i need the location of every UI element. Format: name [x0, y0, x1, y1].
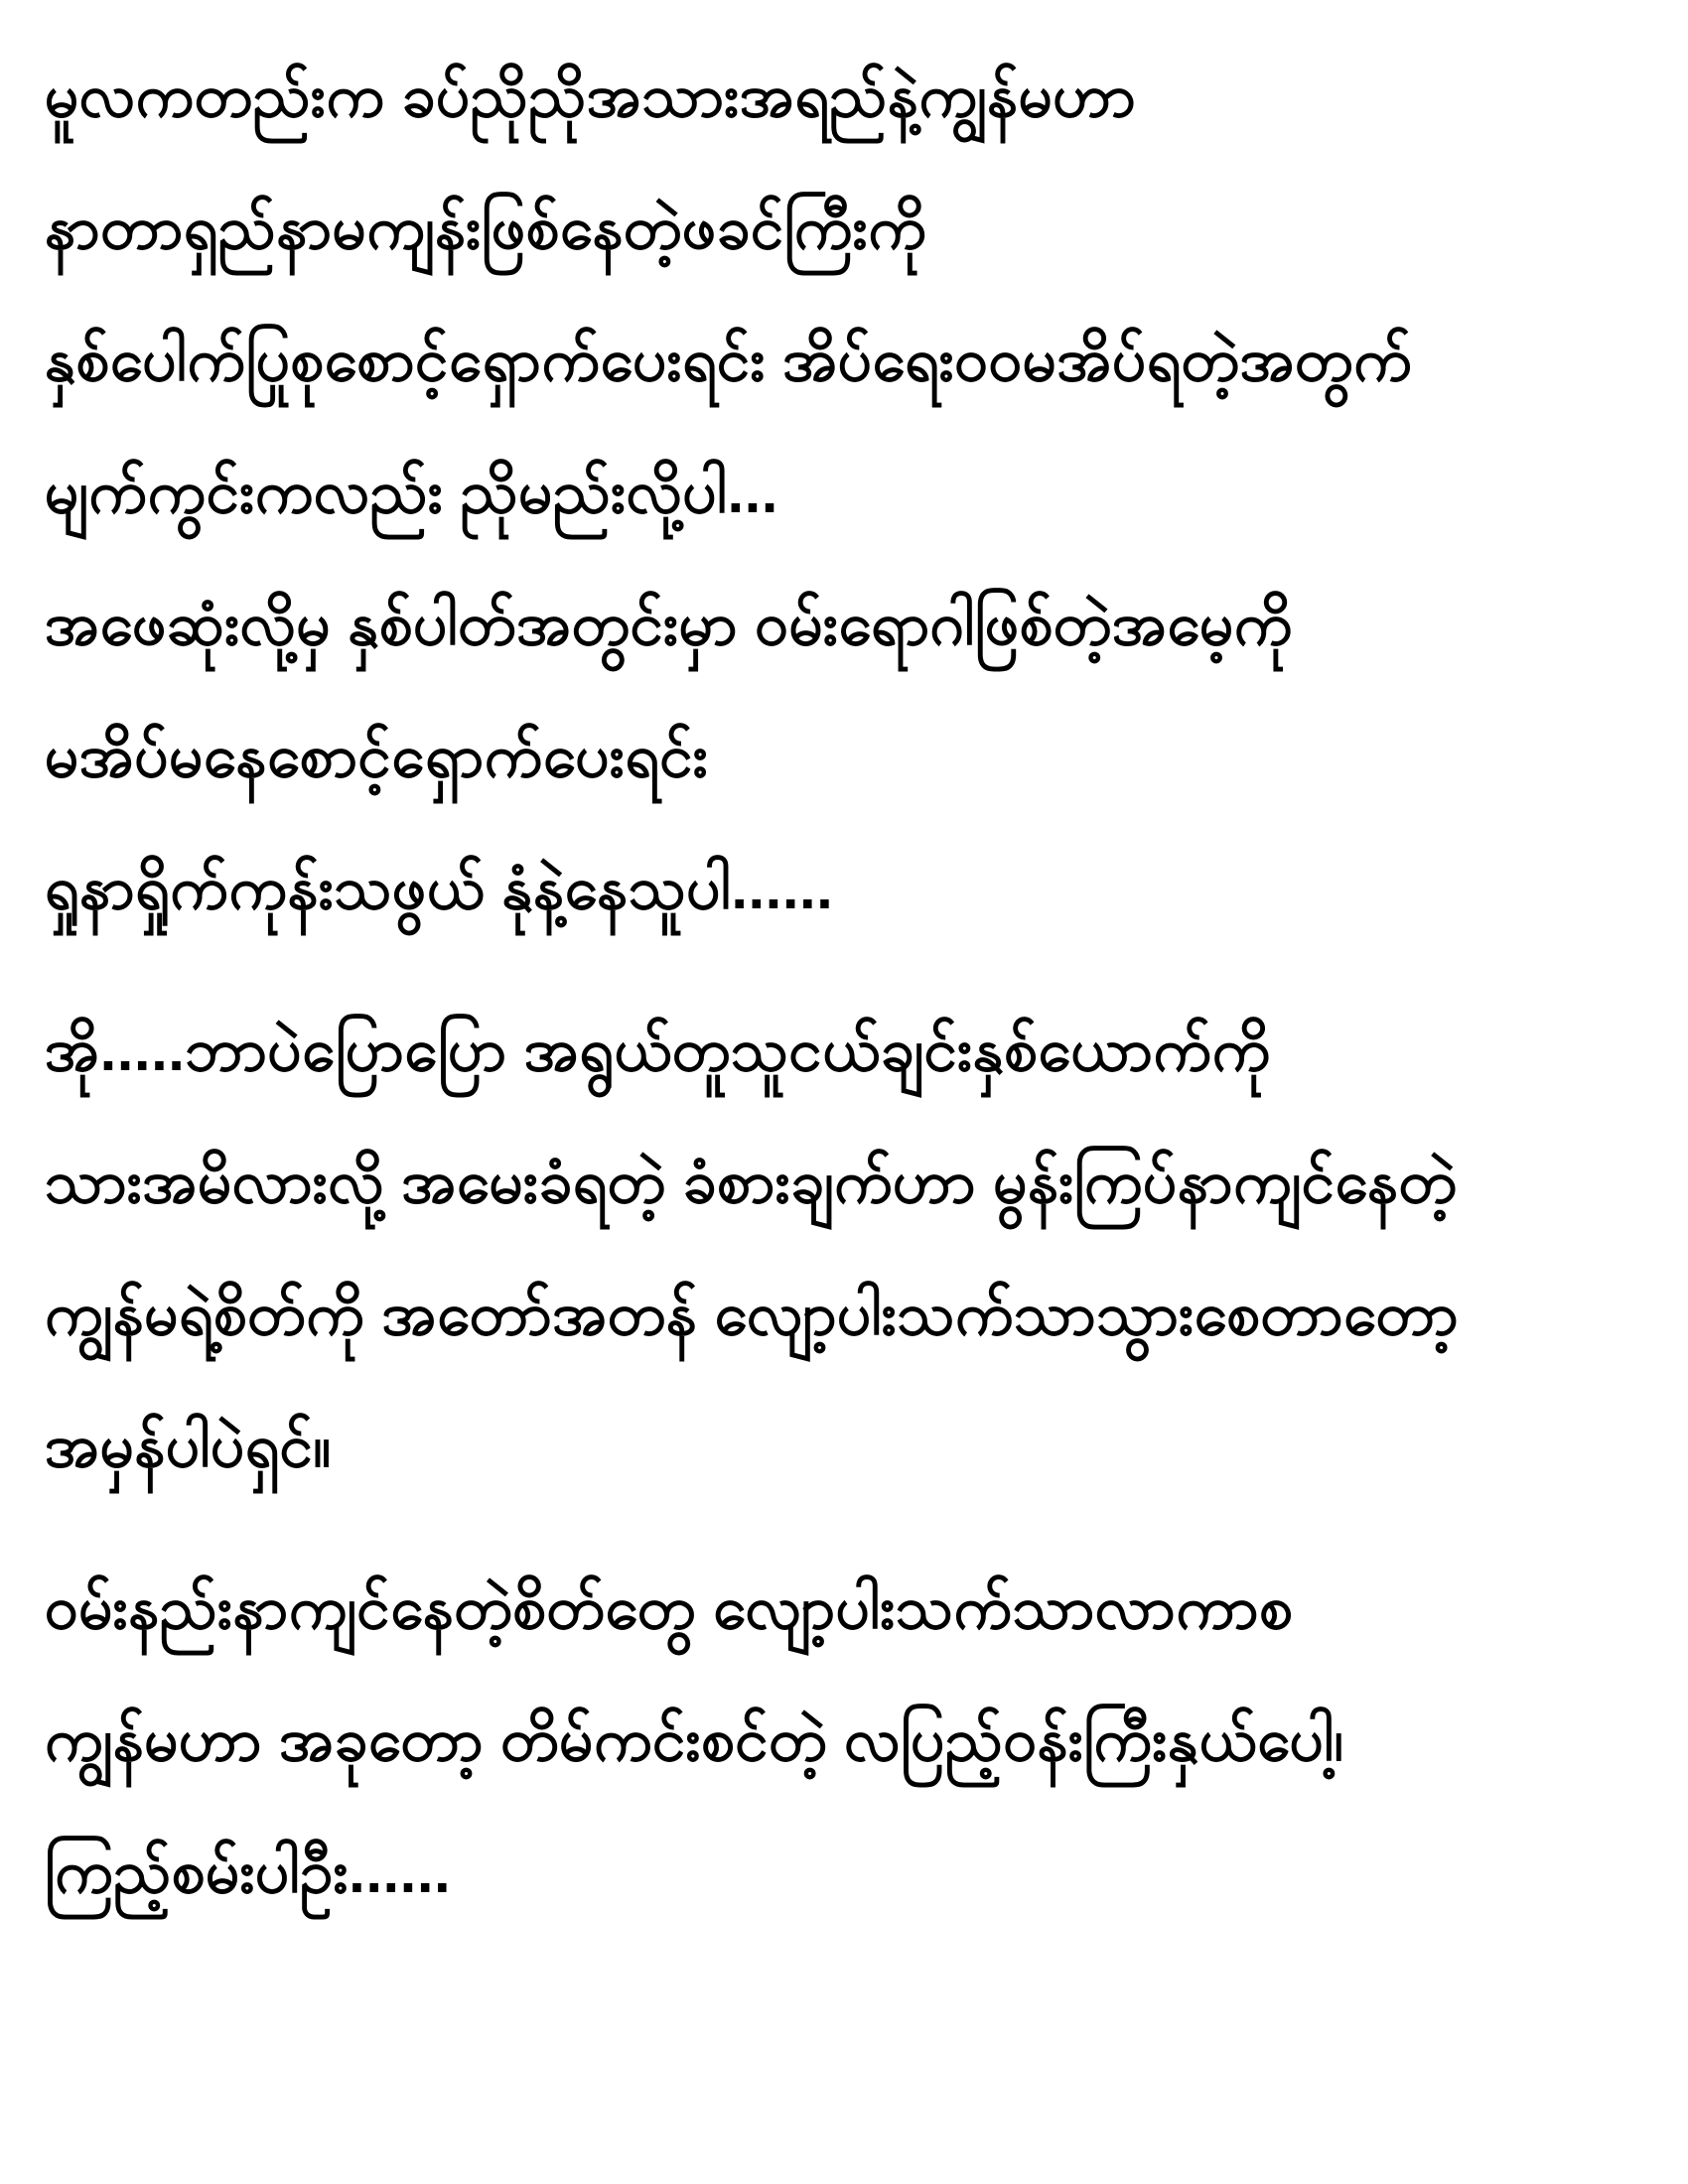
text-line: မအိပ်မနေစောင့်ရှောက်ပေးရင်း — [45, 723, 709, 789]
text-line: ဝမ်းနည်းနာကျင်နေတဲ့စိတ်တွေ လျော့ပါးသက်သာလာကာစ — [45, 1574, 1294, 1641]
text-line: အမှန်ပါပဲရှင်။ — [45, 1413, 333, 1479]
paragraph — [45, 984, 1643, 1512]
text-line: သားအမိလားလို့ အမေးခံရတဲ့ ခံစားချက်ဟာ မွန်းကြပ်နာကျင်နေတဲ့ — [45, 1149, 1458, 1215]
text-line: ကျွန်မဟာ အခုတော့ တိမ်ကင်းစင်တဲ့ လပြည့်ဝန်းကြီးနှယ်ပေါ့၊ — [45, 1706, 1344, 1773]
text-line: အဖေဆုံးလို့မှ နှစ်ပါတ်အတွင်းမှာ ဝမ်းရောဂါဖြစ်တဲ့အမေ့ကို — [45, 591, 1293, 657]
text-line: ကြည့်စမ်းပါဦး...... — [45, 1839, 452, 1905]
text-line: ကျွန်မရဲ့စိတ်ကို အတော်အတန် လျော့ပါးသက်သာသွားစေတာတော့ — [45, 1281, 1460, 1347]
text-line: ရှုနာရှိုက်ကုန်းသဖွယ် နုံနဲ့နေသူပါ...... — [45, 855, 834, 921]
text-line: နာတာရှည်နာမကျန်းဖြစ်နေတဲ့ဖခင်ကြီးကို — [45, 195, 927, 261]
text-line: မျက်ကွင်းကလည်း ညိုမည်းလို့ပါ... — [45, 459, 778, 525]
text-line: မူလကတည်းက ခပ်ညိုညိုအသားအရည်နဲ့ကျွန်မဟာ — [45, 63, 1137, 129]
paragraph — [45, 30, 1643, 954]
paragraph — [45, 1542, 1643, 1938]
text-line: အို.....ဘာပဲပြောပြော အရွယ်တူသူငယ်ချင်းနှစ်ယောက်ကို — [45, 1017, 1271, 1083]
text-line: နှစ်ပေါက်ပြုစုစောင့်ရှောက်ပေးရင်း အိပ်ရေးဝဝမအိပ်ရတဲ့အတွက် — [45, 327, 1413, 393]
